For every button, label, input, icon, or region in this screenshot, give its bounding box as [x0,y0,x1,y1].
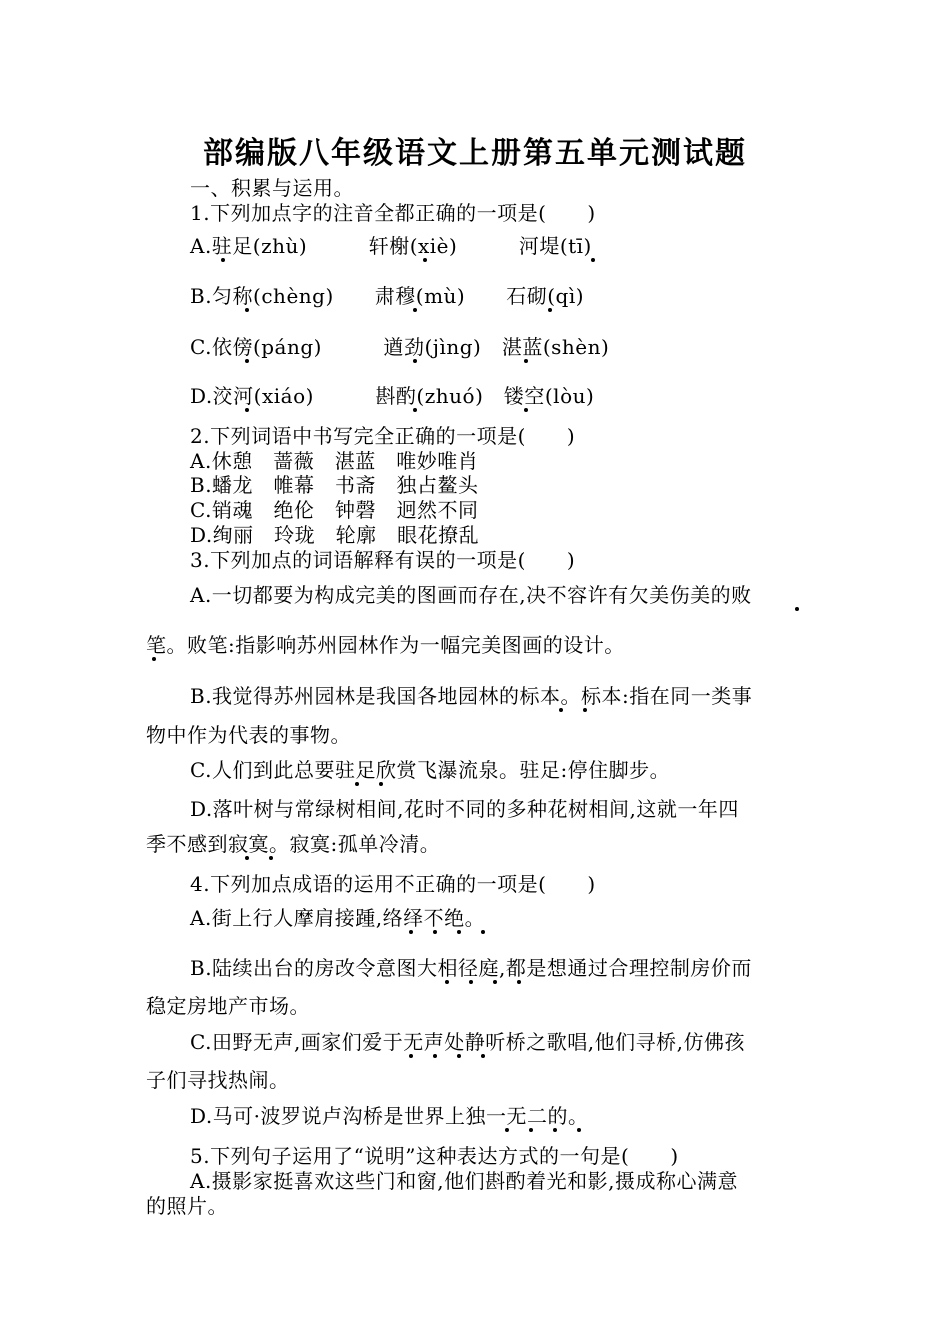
emphasis-dot [355,782,359,786]
emphasis-dot [433,1054,437,1058]
question-3-option-a: A.一切都要为构成完美的图画而存在,决不容许有欠美伤美的败 [190,583,752,607]
question-3-option-a-cont: 笔。败笔:指影响苏州园林作为一幅完美图画的设计。 [146,633,625,657]
emphasis-dot [457,930,461,934]
emphasis-dot [413,308,417,312]
emphasis-dot [409,930,413,934]
emphasis-dot [445,980,449,984]
question-1-option-b: B.匀称(chèng) 肃穆(mù) 石砌(qì) [190,284,585,308]
section-heading: 一、积累与运用。 [190,176,354,200]
emphasis-dot [559,708,563,712]
question-3-option-c: C.人们到此总要驻足欣赏飞瀑流泉。驻足:停住脚步。 [190,758,671,782]
question-4-option-a: A.街上行人摩肩接踵,络绎不绝。 [190,906,486,930]
emphasis-dot [517,980,521,984]
question-4-option-b-cont: 稳定房地产市场。 [146,994,310,1018]
question-1-option-c: C.依傍(páng) 遒劲(jìng) 湛蓝(shèn) [190,335,610,359]
question-5-option-a: A.摄影家挺喜欢这些门和窗,他们斟酌着光和影,摄成称心满意 [190,1169,739,1193]
emphasis-dot [493,980,497,984]
emphasis-dot [505,1128,509,1132]
emphasis-dot [409,1054,413,1058]
question-2-option-d: D.绚丽 玲珑 轮廓 眼花撩乱 [190,523,480,547]
emphasis-dot [413,408,417,412]
question-2-option-a: A.休憩 蔷薇 湛蓝 唯妙唯肖 [190,449,479,473]
emphasis-dot [433,930,437,934]
emphasis-dot [152,657,156,661]
question-1-stem: 1.下列加点字的注音全都正确的一项是( ) [190,201,596,225]
emphasis-dot [577,1128,581,1132]
document-title: 部编版八年级语文上册第五单元测试题 [203,136,747,171]
emphasis-dot [795,607,799,611]
emphasis-dot [548,308,552,312]
emphasis-dot [524,408,528,412]
question-4-option-c-cont: 子们寻找热闹。 [146,1068,290,1092]
emphasis-dot [245,856,249,860]
emphasis-dot [481,1054,485,1058]
emphasis-dot [469,980,473,984]
emphasis-dot [269,856,273,860]
question-1-option-d: D.洨河(xiáo) 斟酌(zhuó) 镂空(lòu) [190,384,595,408]
emphasis-dot [413,359,417,363]
question-2-stem: 2.下列词语中书写完全正确的一项是( ) [190,424,576,448]
emphasis-dot [583,708,587,712]
question-2-option-c: C.销魂 绝伦 钟磬 迥然不同 [190,498,479,522]
emphasis-dot [245,408,249,412]
question-3-option-d: D.落叶树与常绿树相间,花时不同的多种花树相间,这就一年四 [190,797,739,821]
question-4-option-d: D.马可·波罗说卢沟桥是世界上独一无二的。 [190,1104,589,1128]
emphasis-dot [591,258,595,262]
emphasis-dot [529,1128,533,1132]
emphasis-dot [245,359,249,363]
question-2-option-b: B.蟠龙 帷幕 书斋 独占鳌头 [190,473,479,497]
question-3-stem: 3.下列加点的词语解释有误的一项是( ) [190,548,576,572]
question-5-option-a-cont: 的照片。 [146,1194,228,1218]
emphasis-dot [423,258,427,262]
emphasis-dot [524,359,528,363]
emphasis-dot [457,1054,461,1058]
question-4-option-c: C.田野无声,画家们爱于无声处静听桥之歌唱,他们寻桥,仿佛孩 [190,1030,746,1054]
emphasis-dot [221,258,225,262]
emphasis-dot [245,308,249,312]
question-4-option-b: B.陆续出台的房改令意图大相径庭,都是想通过合理控制房价而 [190,956,752,980]
emphasis-dot [553,1128,557,1132]
question-3-option-d-cont: 季不感到寂寞。寂寞:孤单冷清。 [146,832,441,856]
question-1-option-a: A.驻足(zhù) 轩榭(xiè) 河堤(tī) [190,234,592,258]
question-3-option-b-cont: 物中作为代表的事物。 [146,723,351,747]
question-5-stem: 5.下列句子运用了“说明”这种表达方式的一句是( ) [190,1144,679,1168]
emphasis-dot [481,930,485,934]
emphasis-dot [379,782,383,786]
question-4-stem: 4.下列加点成语的运用不正确的一项是( ) [190,872,596,896]
question-3-option-b: B.我觉得苏州园林是我国各地园林的标本。标本:指在同一类事 [190,684,753,708]
